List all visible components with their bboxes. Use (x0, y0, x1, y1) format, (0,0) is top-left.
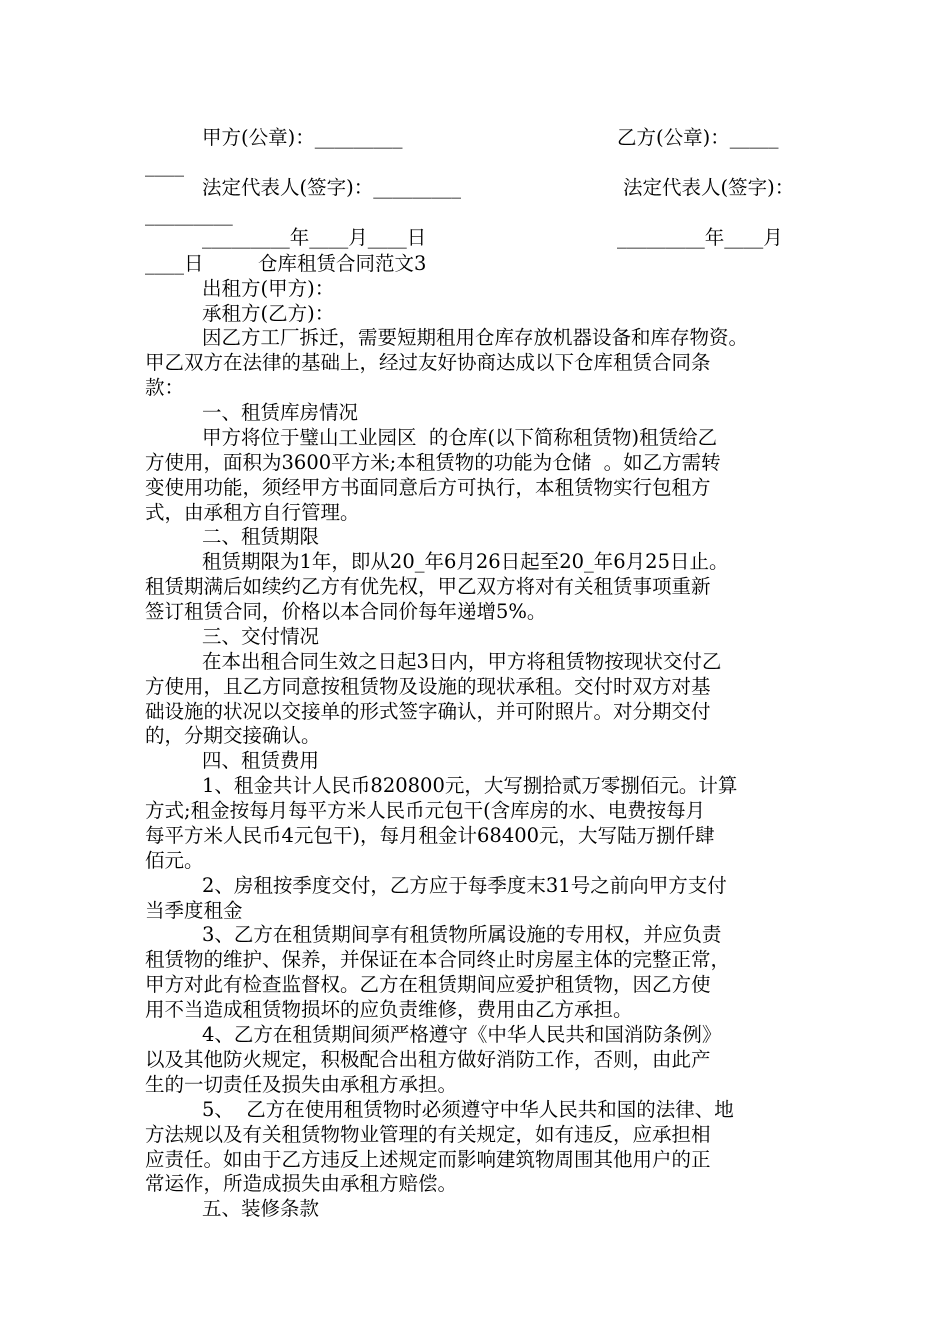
party-b-rep: 法定代表人(签字)： (623, 176, 795, 199)
paragraph-line (0, 922, 950, 948)
section3-line-1: 在本出租合同生效之日起3日内，甲方将租赁物按现状交付乙 (202, 650, 722, 673)
section2-heading: 二、租赁期限 (202, 525, 320, 548)
item3-line-1: 3、乙方在租赁期间享有租赁物所属设施的专用权，并应负责 (202, 923, 722, 946)
party-a-seal: 甲方(公章)：_________ (202, 126, 403, 149)
item3-line-4: 用不当造成租赁物损坏的应负责维修，费用由乙方承担。 (145, 998, 633, 1021)
paragraph-line (0, 425, 950, 451)
party-b-seal: 乙方(公章)：_____ (617, 126, 779, 149)
item4-line-2: 以及其他防火规定，积极配合出租方做好消防工作，否则，由此产 (145, 1048, 711, 1071)
section2-line-3: 签订租赁合同，价格以本合同价每年递增5%。 (145, 600, 547, 623)
paragraph-line (0, 723, 950, 749)
paragraph-line (0, 325, 950, 351)
paragraph-line (0, 699, 950, 725)
paragraph-line (0, 375, 950, 401)
item5-line-3: 应责任。如由于乙方违反上述规定而影响建筑物周围其他用户的正 (145, 1148, 711, 1171)
paragraph-line (0, 873, 950, 899)
paragraph-line (0, 1097, 950, 1123)
paragraph-line (0, 574, 950, 600)
paragraph-line (0, 972, 950, 998)
section1-heading: 一、租赁库房情况 (202, 401, 359, 424)
section-heading (0, 1196, 950, 1222)
item4-line-1: 4、乙方在租赁期间须严格遵守《中华人民共和国消防条例》 (202, 1023, 722, 1046)
paragraph-line (0, 1122, 950, 1148)
section3-line-3: 础设施的状况以交接单的形式签字确认，并可附照片。对分期交付 (145, 700, 711, 723)
section5-heading: 五、装修条款 (202, 1197, 320, 1220)
item3-line-2: 租赁物的维护、保养，并保证在本合同终止时房屋主体的完整正常， (145, 948, 731, 971)
signature-row-date (0, 225, 950, 251)
paragraph-line (0, 848, 950, 874)
lessor-label: 出租方(甲方)： (202, 277, 335, 300)
signature-row-day-title (0, 251, 950, 277)
lessee-line (0, 301, 950, 327)
party-b-seal-cont: ____ (145, 154, 184, 177)
section4-heading: 四、租赁费用 (202, 749, 320, 772)
paragraph-line (0, 997, 950, 1023)
preamble-line-2: 甲乙双方在法律的基础上，经过友好协商达成以下仓库租赁合同条 (145, 351, 711, 374)
section1-line-4: 式，由承租方自行管理。 (145, 501, 360, 524)
lessor-line (0, 276, 950, 302)
paragraph-line (0, 649, 950, 675)
item5-line-2: 方法规以及有关租赁物物业管理的有关规定，如有违反，应承担相 (145, 1123, 711, 1146)
party-a-date: _________年____月____日 (202, 226, 427, 249)
party-b-rep-cont: _________ (145, 203, 233, 226)
item1-line-2: 方式;租金按每月每平方米人民币元包干(含库房的水、电费按每月 (145, 799, 706, 822)
item1-line-4: 佰元。 (145, 849, 204, 872)
paragraph-line (0, 947, 950, 973)
section1-line-1: 甲方将位于璧山工业园区 的仓库(以下简称租赁物)租赁给乙 (202, 426, 718, 449)
paragraph-line (0, 450, 950, 476)
item3-line-3: 甲方对此有检查监督权。乙方在租赁期间应爱护租赁物，因乙方使 (145, 973, 711, 996)
item4-line-3: 生的一切责任及损失由承租方承担。 (145, 1073, 458, 1096)
section-heading (0, 748, 950, 774)
party-b-date-day: ____日 (145, 252, 204, 275)
item1-line-3: 每平方米人民币4元包干)，每月租金计68400元，大写陆万捌仟肆 (145, 824, 715, 847)
lessee-label: 承租方(乙方)： (202, 302, 335, 325)
paragraph-line (0, 599, 950, 625)
section3-line-4: 的，分期交接确认。 (145, 724, 321, 747)
section1-line-3: 变使用功能，须经甲方书面同意后方可执行，本租赁物实行包租方 (145, 476, 711, 499)
section2-line-1: 租赁期限为1年，即从20_年6月26日起至20_年6月25日止。 (202, 550, 729, 573)
section3-line-2: 方使用，且乙方同意按租赁物及设施的现状承租。交付时双方对基 (145, 675, 711, 698)
paragraph-line (0, 475, 950, 501)
paragraph-line (0, 350, 950, 376)
paragraph-line (0, 549, 950, 575)
section1-line-2: 方使用，面积为3600平方米;本租赁物的功能为仓储 。如乙方需转 (145, 451, 721, 474)
signature-row-seal (0, 125, 950, 151)
paragraph-line (0, 773, 950, 799)
paragraph-line (0, 1147, 950, 1173)
party-a-rep: 法定代表人(签字)：_________ (202, 176, 461, 199)
paragraph-line (0, 1022, 950, 1048)
section3-heading: 三、交付情况 (202, 625, 320, 648)
paragraph-line (0, 1171, 950, 1197)
preamble-line-1: 因乙方工厂拆迁，需要短期租用仓库存放机器设备和库存物资。 (202, 326, 749, 349)
item2-line-2: 当季度租金 (145, 899, 243, 922)
section2-line-2: 租赁期满后如续约乙方有优先权，甲乙双方将对有关租赁事项重新 (145, 575, 711, 598)
sample-title: 仓库租赁合同范文3 (258, 252, 427, 275)
paragraph-line (0, 1072, 950, 1098)
paragraph-line (0, 823, 950, 849)
party-b-date: _________年____月 (617, 226, 783, 249)
signature-row-rep (0, 175, 950, 201)
section-heading (0, 400, 950, 426)
paragraph-line (0, 674, 950, 700)
item2-line-1: 2、房租按季度交付，乙方应于每季度末31号之前向甲方支付 (202, 874, 727, 897)
paragraph-line (0, 500, 950, 526)
item1-line-1: 1、租金共计人民币820800元，大写捌拾贰万零捌佰元。计算 (202, 774, 738, 797)
item5-line-4: 常运作，所造成损失由承租方赔偿。 (145, 1172, 458, 1195)
paragraph-line (0, 798, 950, 824)
item5-line-1: 5、 乙方在使用租赁物时必须遵守中华人民共和国的法律、地 (202, 1098, 734, 1121)
preamble-line-3: 款： (145, 376, 185, 399)
paragraph-line (0, 1047, 950, 1073)
paragraph-line (0, 898, 950, 924)
section-heading (0, 624, 950, 650)
section-heading (0, 524, 950, 550)
